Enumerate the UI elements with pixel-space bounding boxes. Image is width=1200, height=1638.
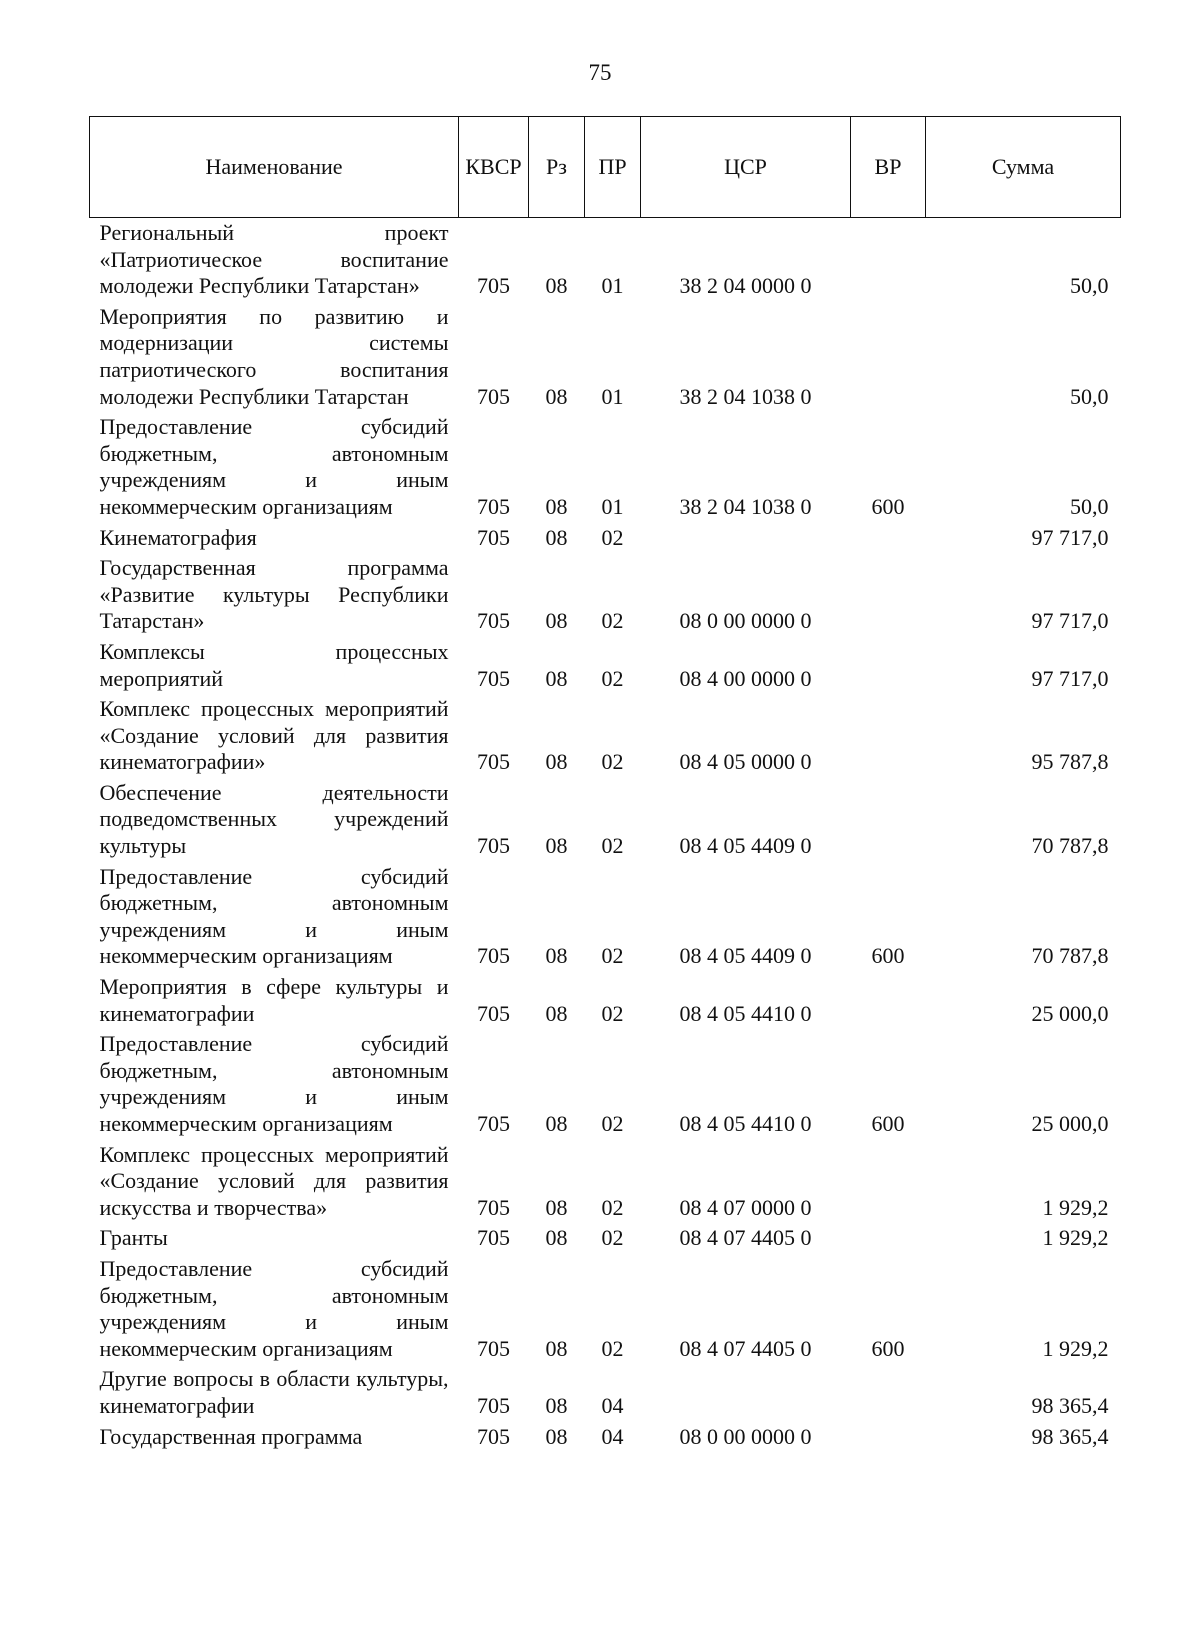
cell-csr: 08 0 00 0000 0	[679, 608, 812, 634]
cell-pr: 04	[601, 1423, 624, 1449]
cell-vr: 600	[871, 1111, 905, 1136]
cell-name: Предоставление субсидий бюджетным, автономным учреждениям и иным некоммерческим организациям	[99, 414, 449, 519]
cell-vr	[851, 523, 926, 554]
cell-kvsr: 705	[477, 608, 510, 634]
cell-sum: 1 929,2	[1042, 1225, 1109, 1251]
cell-csr: 08 4 00 0000 0	[679, 665, 812, 691]
cell-name: Обеспечение деятельности подведомственных учреждений культуры	[99, 779, 449, 859]
table-row	[90, 1223, 1121, 1254]
cell-kvsr: 705	[477, 1392, 510, 1418]
cell-pr: 04	[601, 1392, 624, 1418]
cell-csr: 38 2 04 1038 0	[679, 383, 812, 409]
table-row	[90, 302, 1121, 412]
cell-pr: 02	[601, 665, 624, 691]
table-header	[90, 117, 1121, 218]
cell-sum: 95 787,8	[1031, 749, 1109, 775]
cell-sum: 25 000,0	[1031, 1000, 1109, 1026]
cell-name: Кинематография	[99, 524, 257, 550]
cell-name: Мероприятия по развитию и модернизации системы патриотического воспитания молодежи Республики Татарстан	[99, 303, 449, 409]
cell-kvsr: 705	[477, 1335, 510, 1361]
cell-sum: 50,0	[1070, 383, 1109, 409]
cell-name: Государственная программа	[99, 1423, 363, 1449]
cell-pr: 02	[601, 524, 624, 550]
cell-csr: 08 4 07 0000 0	[679, 1194, 812, 1220]
page-number: 75	[588, 60, 612, 85]
cell-name: Предоставление субсидий бюджетным, автономным учреждениям и иным некоммерческим организациям	[99, 863, 449, 969]
cell-rz: 08	[545, 749, 568, 775]
cell-kvsr: 705	[477, 1423, 510, 1449]
cell-pr: 02	[601, 1194, 624, 1220]
cell-csr	[641, 1364, 851, 1421]
cell-kvsr: 705	[477, 665, 510, 691]
table-row	[90, 1254, 1121, 1364]
cell-kvsr: 705	[477, 273, 510, 299]
table-body	[90, 218, 1121, 1453]
table-row	[90, 862, 1121, 972]
cell-pr: 02	[601, 608, 624, 634]
cell-rz: 08	[545, 1335, 568, 1361]
cell-csr: 08 4 05 4409 0	[679, 833, 812, 859]
cell-vr	[851, 1364, 926, 1421]
cell-csr: 08 4 07 4405 0	[679, 1335, 812, 1361]
cell-pr: 02	[601, 943, 624, 969]
cell-kvsr: 705	[477, 1000, 510, 1026]
header-pr: ПР	[585, 117, 641, 218]
cell-sum: 97 717,0	[1031, 524, 1109, 550]
cell-rz: 08	[545, 1111, 568, 1136]
cell-csr	[641, 523, 851, 554]
cell-rz: 08	[545, 493, 568, 519]
header-name: Наименование	[90, 117, 459, 218]
cell-name: Государственная программа «Развитие культуры Республики Татарстан»	[99, 555, 449, 634]
header-rz: Рз	[529, 117, 585, 218]
cell-pr: 02	[601, 1335, 624, 1361]
header-sum: Сумма	[926, 117, 1121, 218]
cell-vr	[851, 694, 926, 778]
cell-vr: 600	[871, 1335, 905, 1361]
table-row	[90, 1140, 1121, 1224]
cell-sum: 50,0	[1070, 493, 1109, 519]
cell-vr	[851, 1422, 926, 1453]
table-row	[90, 972, 1121, 1029]
cell-kvsr: 705	[477, 383, 510, 409]
cell-vr	[851, 218, 926, 302]
cell-name: Гранты	[99, 1225, 168, 1251]
cell-vr	[851, 1140, 926, 1224]
table-row	[90, 1029, 1121, 1139]
cell-pr: 01	[601, 273, 624, 299]
cell-sum: 50,0	[1070, 273, 1109, 299]
cell-sum: 98 365,4	[1031, 1423, 1109, 1449]
cell-name: Другие вопросы в области культуры, кинематографии	[99, 1366, 449, 1418]
cell-pr: 02	[601, 1000, 624, 1026]
cell-rz: 08	[545, 665, 568, 691]
cell-csr: 38 2 04 1038 0	[679, 493, 812, 519]
header-vr: ВР	[851, 117, 926, 218]
cell-rz: 08	[545, 524, 568, 550]
budget-table	[89, 116, 1121, 1452]
cell-kvsr: 705	[477, 1111, 510, 1136]
cell-rz: 08	[545, 1194, 568, 1220]
cell-sum: 25 000,0	[1031, 1111, 1109, 1136]
cell-csr: 08 4 05 0000 0	[679, 749, 812, 775]
cell-kvsr: 705	[477, 833, 510, 859]
table-row	[90, 694, 1121, 778]
cell-rz: 08	[545, 943, 568, 969]
cell-sum: 1 929,2	[1042, 1194, 1109, 1220]
cell-pr: 02	[601, 1225, 624, 1251]
cell-rz: 08	[545, 1423, 568, 1449]
cell-csr: 08 4 05 4409 0	[679, 943, 812, 969]
cell-pr: 01	[601, 383, 624, 409]
table-row	[90, 553, 1121, 637]
cell-name: Региональный проект «Патриотическое воспитание молодежи Республики Татарстан»	[99, 220, 449, 299]
header-csr: ЦСР	[641, 117, 851, 218]
cell-kvsr: 705	[477, 943, 510, 969]
cell-rz: 08	[545, 273, 568, 299]
cell-csr: 08 4 07 4405 0	[679, 1225, 812, 1251]
cell-rz: 08	[545, 1000, 568, 1026]
cell-vr	[851, 302, 926, 412]
cell-pr: 01	[601, 493, 624, 519]
cell-vr	[851, 553, 926, 637]
cell-rz: 08	[545, 1392, 568, 1418]
cell-sum: 97 717,0	[1031, 665, 1109, 691]
cell-rz: 08	[545, 1225, 568, 1251]
table-row	[90, 523, 1121, 554]
cell-kvsr: 705	[477, 524, 510, 550]
cell-rz: 08	[545, 833, 568, 859]
cell-pr: 02	[601, 749, 624, 775]
table-row	[90, 218, 1121, 302]
table-row	[90, 1422, 1121, 1453]
cell-name: Комплексы процессных мероприятий	[99, 638, 449, 691]
cell-vr: 600	[871, 493, 905, 519]
table-row	[90, 637, 1121, 694]
cell-vr: 600	[871, 943, 905, 969]
cell-name: Комплекс процессных мероприятий «Создание условий для развития искусства и творчества»	[99, 1141, 449, 1220]
cell-csr: 08 4 05 4410 0	[679, 1111, 812, 1136]
header-kvsr: КВСР	[459, 117, 529, 218]
cell-kvsr: 705	[477, 749, 510, 775]
table-row	[90, 412, 1121, 522]
table-row	[90, 1364, 1121, 1421]
cell-vr	[851, 778, 926, 862]
cell-kvsr: 705	[477, 493, 510, 519]
cell-name: Комплекс процессных мероприятий «Создание условий для развития кинематографии»	[99, 696, 449, 775]
cell-name: Предоставление субсидий бюджетным, автономным учреждениям и иным некоммерческим организациям	[99, 1031, 449, 1136]
cell-sum: 70 787,8	[1031, 943, 1109, 969]
cell-csr: 08 0 00 0000 0	[679, 1423, 812, 1449]
cell-rz: 08	[545, 608, 568, 634]
cell-kvsr: 705	[477, 1194, 510, 1220]
cell-vr	[851, 972, 926, 1029]
cell-sum: 1 929,2	[1042, 1335, 1109, 1361]
cell-sum: 98 365,4	[1031, 1392, 1109, 1418]
cell-name: Мероприятия в сфере культуры и кинематографии	[99, 974, 449, 1026]
cell-sum: 70 787,8	[1031, 833, 1109, 859]
cell-sum: 97 717,0	[1031, 608, 1109, 634]
cell-pr: 02	[601, 833, 624, 859]
cell-vr	[851, 1223, 926, 1254]
cell-csr: 38 2 04 0000 0	[679, 273, 812, 299]
cell-name: Предоставление субсидий бюджетным, автономным учреждениям и иным некоммерческим организациям	[99, 1255, 449, 1361]
cell-kvsr: 705	[477, 1225, 510, 1251]
cell-pr: 02	[601, 1111, 624, 1136]
cell-rz: 08	[545, 383, 568, 409]
table-row	[90, 778, 1121, 862]
cell-csr: 08 4 05 4410 0	[679, 1000, 812, 1026]
cell-vr	[851, 637, 926, 694]
